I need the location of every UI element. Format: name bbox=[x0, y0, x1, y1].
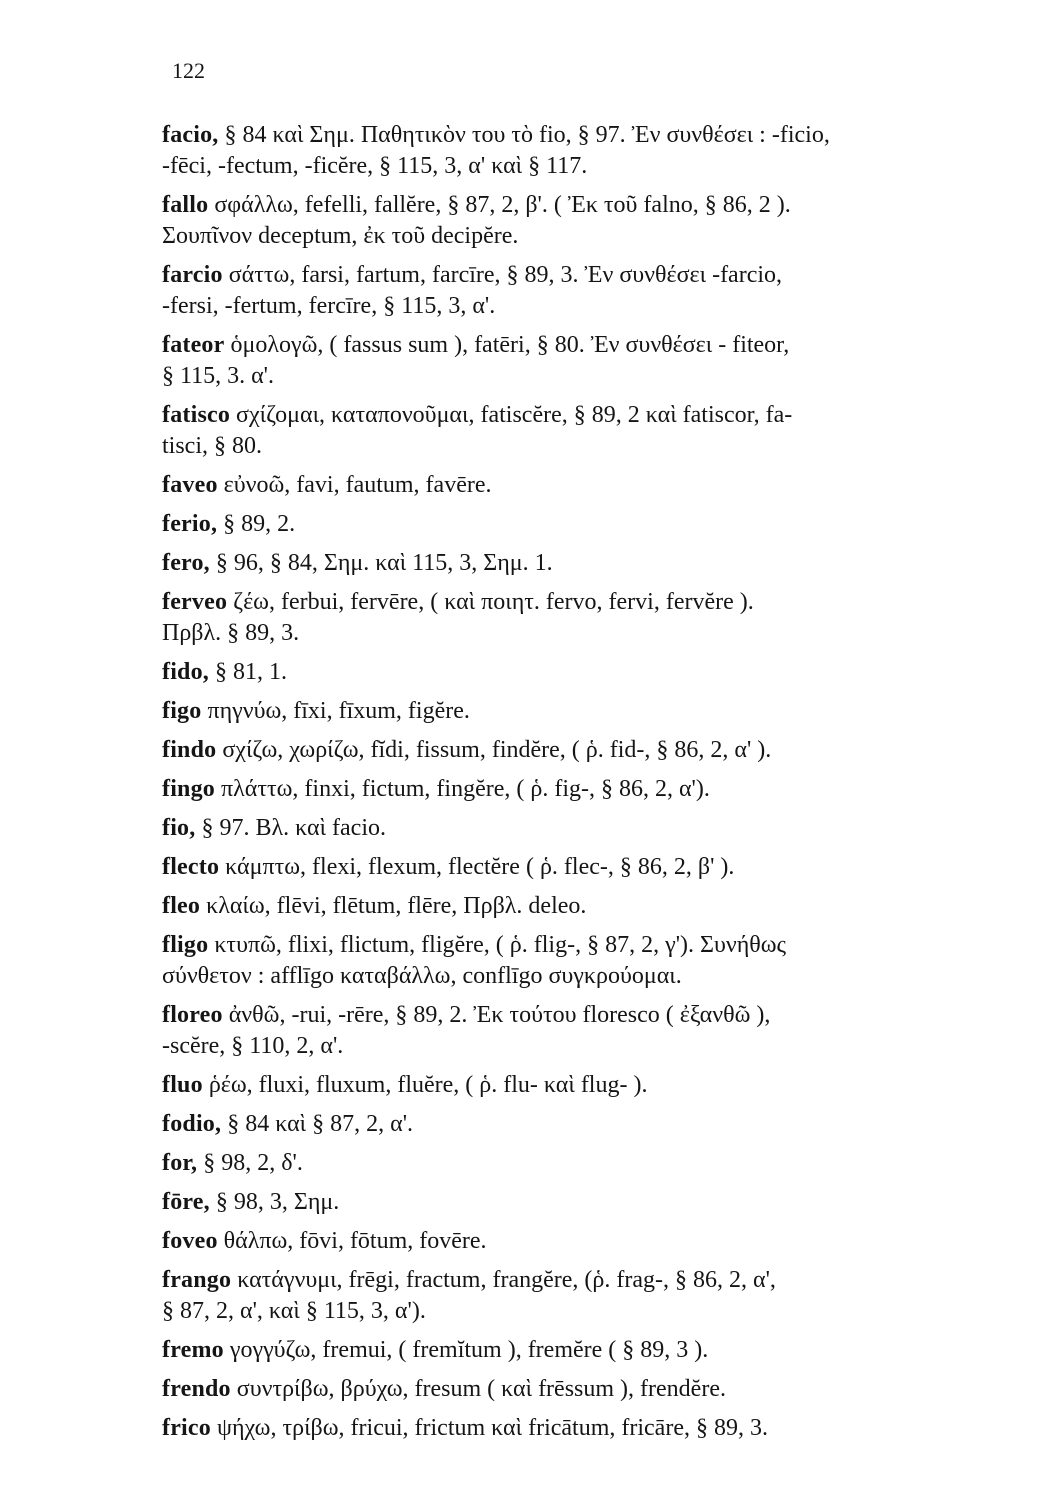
dictionary-entry bbox=[162, 657, 1032, 688]
entry-line bbox=[162, 470, 1032, 501]
entry-headword: ferio, bbox=[162, 511, 218, 537]
dictionary-entry bbox=[162, 774, 1032, 805]
entry-text: ῥέω, fluxi, fluxum, fluĕre, ( ῥ. flu- καὶ flug- ). bbox=[208, 1072, 648, 1098]
entry-headword: flecto bbox=[162, 854, 220, 880]
entry-line bbox=[162, 891, 1032, 922]
entry-text: σάττω, farsi, fartum, farcīre, § 89, 3. Ἐν συνθέσει -farcio, bbox=[228, 262, 783, 288]
entry-text: § 98, 2, δ'. bbox=[203, 1150, 303, 1176]
entry-line bbox=[162, 330, 1032, 361]
entry-headword: fido, bbox=[162, 659, 210, 685]
entry-line bbox=[162, 813, 1032, 844]
entry-text: -fersi, -fertum, fercīre, § 115, 3, α'. bbox=[162, 293, 496, 319]
entry-text: πλάττω, finxi, fictum, fingĕre, ( ῥ. fig-, § 86, 2, α'). bbox=[221, 776, 710, 802]
dictionary-entry bbox=[162, 1226, 1032, 1257]
dictionary-entry bbox=[162, 190, 1032, 252]
entry-headword: fateor bbox=[162, 332, 225, 358]
dictionary-entry bbox=[162, 930, 1032, 992]
entry-headword: frango bbox=[162, 1267, 232, 1293]
dictionary-entry bbox=[162, 548, 1032, 579]
entry-line bbox=[162, 431, 1032, 462]
entry-text: εὐνοῶ, favi, fautum, favēre. bbox=[223, 472, 492, 498]
dictionary-entry bbox=[162, 1265, 1032, 1327]
entry-text: ἀνθῶ, -rui, -rēre, § 89, 2. Ἐκ τούτου floresco ( ἐξανθῶ ), bbox=[228, 1002, 771, 1028]
entry-line bbox=[162, 1226, 1032, 1257]
entry-text: § 115, 3. α'. bbox=[162, 363, 275, 389]
entry-headword: figo bbox=[162, 698, 202, 724]
entry-text: § 98, 3, Σημ. bbox=[215, 1189, 340, 1215]
entry-line bbox=[162, 1070, 1032, 1101]
entry-line bbox=[162, 1109, 1032, 1140]
entry-text: σχίζομαι, καταπονοῦμαι, fatiscĕre, § 89, 2 καὶ fatiscor, fa- bbox=[236, 402, 793, 428]
dictionary-entry bbox=[162, 587, 1032, 649]
dictionary-entry bbox=[162, 852, 1032, 883]
entry-text: -scĕre, § 110, 2, α'. bbox=[162, 1033, 344, 1059]
entry-text: ψήχω, τρίβω, fricui, frictum καὶ fricātum, fricāre, § 89, 3. bbox=[216, 1415, 768, 1441]
dictionary-entry bbox=[162, 1000, 1032, 1062]
entry-text: § 84 καὶ Σημ. Παθητικὸν του τὸ fio, § 97. Ἐν συνθέσει : -ficio, bbox=[224, 122, 830, 148]
entry-text: κατάγνυμι, frēgi, fractum, frangĕre, (ῥ. frag-, § 86, 2, α', bbox=[237, 1267, 776, 1293]
entry-line bbox=[162, 961, 1032, 992]
entry-headword: fōre, bbox=[162, 1189, 210, 1215]
dictionary-entry bbox=[162, 1148, 1032, 1179]
dictionary-entry bbox=[162, 1070, 1032, 1101]
entry-text: θάλπω, fōvi, fōtum, fovēre. bbox=[223, 1228, 487, 1254]
entry-line bbox=[162, 221, 1032, 252]
entry-headword: faveo bbox=[162, 472, 218, 498]
entry-line bbox=[162, 1031, 1032, 1062]
entry-headword: fremo bbox=[162, 1337, 224, 1363]
entry-text: -fēci, -fectum, -ficĕre, § 115, 3, α' καὶ § 117. bbox=[162, 153, 588, 179]
entry-line bbox=[162, 151, 1032, 182]
entry-text: κάμπτω, flexi, flexum, flectĕre ( ῥ. flec-, § 86, 2, β' ). bbox=[225, 854, 735, 880]
dictionary-entry bbox=[162, 813, 1032, 844]
dictionary-entry bbox=[162, 120, 1032, 182]
entry-text: § 84 καὶ § 87, 2, α'. bbox=[227, 1111, 414, 1137]
dictionary-entry bbox=[162, 1335, 1032, 1366]
entry-headword: farcio bbox=[162, 262, 223, 288]
entry-line bbox=[162, 618, 1032, 649]
entry-headword: findo bbox=[162, 737, 217, 763]
entry-headword: fero, bbox=[162, 550, 210, 576]
entry-line bbox=[162, 400, 1032, 431]
entry-line bbox=[162, 735, 1032, 766]
dictionary-entry bbox=[162, 400, 1032, 462]
entry-text: ὁμολογῶ, ( fassus sum ), fatēri, § 80. Ἐν συνθέσει - fiteor, bbox=[230, 332, 790, 358]
page-number: 122 bbox=[172, 58, 205, 83]
entry-text: § 97. Βλ. καὶ facio. bbox=[201, 815, 386, 841]
entry-headword: fleo bbox=[162, 893, 201, 919]
entry-headword: fluo bbox=[162, 1072, 203, 1098]
entry-headword: frico bbox=[162, 1415, 211, 1441]
entry-line bbox=[162, 361, 1032, 392]
entry-line bbox=[162, 1374, 1032, 1405]
entry-line bbox=[162, 657, 1032, 688]
entry-headword: fligo bbox=[162, 932, 209, 958]
entry-line bbox=[162, 1148, 1032, 1179]
dictionary-entry bbox=[162, 260, 1032, 322]
dictionary-entry bbox=[162, 509, 1032, 540]
entry-line bbox=[162, 774, 1032, 805]
entry-text: κτυπῶ, flixi, flictum, fligĕre, ( ῥ. flig-, § 87, 2, γ'). Συνήθως bbox=[214, 932, 787, 958]
entry-line bbox=[162, 587, 1032, 618]
entry-text: § 96, § 84, Σημ. καὶ 115, 3, Σημ. 1. bbox=[215, 550, 553, 576]
entry-text: κλαίω, flēvi, flētum, flēre, Πρβλ. deleo. bbox=[206, 893, 587, 919]
entry-headword: facio, bbox=[162, 122, 219, 148]
entry-headword: fio, bbox=[162, 815, 196, 841]
entry-text: § 87, 2, α', καὶ § 115, 3, α'). bbox=[162, 1298, 426, 1324]
dictionary-entry bbox=[162, 1374, 1032, 1405]
entry-line bbox=[162, 1000, 1032, 1031]
entry-headword: frendo bbox=[162, 1376, 231, 1402]
entry-line bbox=[162, 1335, 1032, 1366]
entry-line bbox=[162, 1413, 1032, 1444]
entry-line bbox=[162, 852, 1032, 883]
entry-text: § 81, 1. bbox=[215, 659, 288, 685]
dictionary-entries bbox=[162, 120, 1032, 1452]
entry-line bbox=[162, 1296, 1032, 1327]
entry-text: ζέω, ferbui, fervēre, ( καὶ ποιητ. fervo, fervi, fervĕre ). bbox=[233, 589, 754, 615]
entry-line bbox=[162, 120, 1032, 151]
dictionary-entry bbox=[162, 1413, 1032, 1444]
dictionary-entry bbox=[162, 1187, 1032, 1218]
entry-line bbox=[162, 260, 1032, 291]
entry-headword: fingo bbox=[162, 776, 216, 802]
entry-line bbox=[162, 291, 1032, 322]
entry-text: σύνθετον : afflīgo καταβάλλω, conflīgo συγκρούομαι. bbox=[162, 963, 682, 989]
entry-line bbox=[162, 190, 1032, 221]
dictionary-entry bbox=[162, 1109, 1032, 1140]
entry-text: γογγύζω, fremui, ( fremĭtum ), fremĕre ( § 89, 3 ). bbox=[229, 1337, 709, 1363]
entry-headword: foveo bbox=[162, 1228, 218, 1254]
entry-text: Σουπῖνον deceptum, ἐκ τοῦ decipĕre. bbox=[162, 223, 519, 249]
dictionary-entry bbox=[162, 330, 1032, 392]
entry-text: συντρίβω, βρύχω, fresum ( καὶ frēssum ), frendĕre. bbox=[236, 1376, 726, 1402]
entry-headword: floreo bbox=[162, 1002, 223, 1028]
entry-headword: fodio, bbox=[162, 1111, 222, 1137]
entry-text: tisci, § 80. bbox=[162, 433, 262, 459]
dictionary-entry bbox=[162, 891, 1032, 922]
entry-headword: for, bbox=[162, 1150, 198, 1176]
dictionary-entry bbox=[162, 696, 1032, 727]
entry-line bbox=[162, 930, 1032, 961]
entry-line bbox=[162, 1265, 1032, 1296]
entry-text: σφάλλω, fefelli, fallĕre, § 87, 2, β'. ( Ἐκ τοῦ falno, § 86, 2 ). bbox=[214, 192, 791, 218]
entry-text: Πρβλ. § 89, 3. bbox=[162, 620, 300, 646]
entry-text: § 89, 2. bbox=[223, 511, 296, 537]
entry-line bbox=[162, 696, 1032, 727]
entry-line bbox=[162, 548, 1032, 579]
entry-line bbox=[162, 509, 1032, 540]
dictionary-entry bbox=[162, 735, 1032, 766]
entry-headword: fallo bbox=[162, 192, 209, 218]
entry-line bbox=[162, 1187, 1032, 1218]
entry-text: σχίζω, χωρίζω, fĭdi, fissum, findĕre, ( ῥ. fid-, § 86, 2, α' ). bbox=[222, 737, 772, 763]
entry-text: πηγνύω, fīxi, fīxum, figĕre. bbox=[207, 698, 470, 724]
dictionary-entry bbox=[162, 470, 1032, 501]
entry-headword: fatisco bbox=[162, 402, 231, 428]
entry-headword: ferveo bbox=[162, 589, 228, 615]
